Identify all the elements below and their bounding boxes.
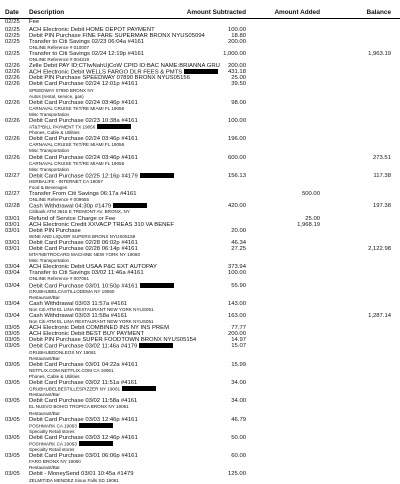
amount-subtracted: 60.00 (231, 453, 246, 460)
transaction-description: ACH Electronic Debit HOME DEPOT PAYMENT (29, 26, 155, 33)
transaction-description: Zelle Debit PAY ID:CTIwNahUjCoW CPID ID:BAC NAME:BRIANNA GRU (29, 63, 220, 70)
transaction-date: 03/05 (5, 380, 20, 387)
running-balance: 1,963.19 (368, 50, 391, 57)
transaction-date: 03/04 (5, 270, 20, 277)
redaction-bar (122, 386, 156, 391)
transaction-description: Debit Card Purchase 02/28 06:14p #4161 (29, 245, 138, 252)
transaction-date: 02/25 (5, 32, 20, 39)
transaction-description: ACH Electronic Debit COMBINED INS NY INS PREM (29, 325, 169, 332)
amount-subtracted: 143.00 (227, 300, 246, 307)
transaction-description: ONLINE Reference # 007061 (29, 276, 90, 282)
amount-subtracted: 34.00 (231, 380, 246, 387)
transaction-description: Cash Withdrawal 03/03 11:57a #4161 (29, 300, 128, 307)
amount-subtracted: 200.00 (227, 38, 246, 45)
transaction-description: Debit PIN Purchase SPEEDWAY 07890 BRONX NYUS05156 (29, 75, 190, 82)
transaction-description: NETFLIX.COM NETFLIX.COM CA 19061 (29, 367, 114, 373)
amount-subtracted: 50.00 (231, 434, 246, 441)
transaction-date: 02/26 (5, 99, 20, 106)
amount-subtracted: 25.00 (231, 75, 246, 82)
amount-subtracted: 420.00 (227, 203, 246, 210)
transaction-description: POSHMARK CA 19063 (29, 423, 115, 430)
transaction-description: Transfer From Citi Savings 06:17a #4161 (29, 191, 137, 198)
header-date: Date (5, 9, 19, 16)
transaction-description: Debit Card Purchase 02/23 10:38a #4161 (29, 118, 138, 124)
transaction-description: Fee (29, 19, 40, 25)
transaction-description: Debit Card Purchase 02/24 03:46p #4161 (29, 99, 138, 106)
transaction-description: Debit PIN Purchase SUPER FOODTOWN BRONX NYUS05154 (29, 337, 197, 344)
amount-subtracted: 20.00 (231, 227, 246, 234)
transaction-description: Debit Card Purchase 03/03 12:46p #4161 (29, 434, 138, 441)
transaction-description: ONLINE Reference # 009655 (29, 197, 90, 203)
transaction-description: Debit Card Purchase 03/02 11:51a #4161 (29, 380, 138, 387)
amount-subtracted: 34.00 (231, 398, 246, 405)
transaction-description: Transfer to Citi Savings 02/23 06:04a #4161 (29, 38, 145, 45)
transaction-date: 03/01 (5, 221, 20, 228)
transaction-description: Transfer to Citi Savings 03/02 11:46a #4161 (29, 270, 144, 277)
transaction-date: 02/25 (5, 38, 20, 45)
transaction-date: 03/04 (5, 282, 20, 289)
transaction-detail-row (0, 478, 400, 484)
transaction-date: 02/26 (5, 118, 20, 124)
transaction-description: Restaurant/Bar (29, 410, 60, 416)
transaction-date: 02/25 (5, 26, 20, 33)
transaction-description: CARNAVAL CRUISE TKT/RE MIAMI FL 19056 (29, 105, 125, 111)
transaction-date: 02/26 (5, 81, 20, 88)
redaction-bar (79, 441, 113, 446)
amount-subtracted: 1,000.00 (223, 50, 246, 57)
header-description: Description (29, 9, 65, 16)
amount-subtracted: 600.00 (227, 154, 246, 161)
transaction-date: 03/05 (5, 471, 20, 478)
header-balance: Balance (366, 9, 391, 16)
transaction-date: 02/26 (5, 136, 20, 143)
transaction-date: 03/04 (5, 264, 20, 271)
amount-subtracted: 39.50 (231, 81, 246, 88)
running-balance: 197.38 (372, 203, 391, 210)
redaction-bar (140, 283, 174, 288)
transaction-date: 02/25 (5, 19, 20, 25)
transaction-description: POSHMARK CA 19063 (29, 441, 115, 448)
transaction-description: Food & Beverages (29, 185, 68, 191)
transaction-description: Misc Transportation (29, 111, 70, 117)
transaction-description: Debit Card Purchase 03/03 12:46p #4161 (29, 416, 138, 423)
amount-subtracted: 200.00 (227, 63, 246, 70)
transaction-description: GRUBHUBDONLEOS NY 19061 (29, 349, 97, 355)
amount-subtracted: 98.00 (231, 99, 246, 106)
transaction-description: Debit Card Purchase 02/24 03:46p #4161 (29, 154, 138, 161)
running-balance: 273.51 (372, 154, 391, 161)
transaction-description: GRUBHUBELBESTILLESPIZZER NY 19061 (29, 386, 158, 393)
transaction-description: Debit Card Purchase 03/01 10:50p #4161 (29, 283, 176, 290)
transaction-description: ACH Electronic Debit WELLS FARGO DLR FEES & PMTS (29, 69, 220, 76)
transaction-description: AT&T*BILL PAYMENT TX 19056 (29, 124, 133, 131)
transaction-date: 03/05 (5, 434, 20, 441)
transaction-date: 03/05 (5, 453, 20, 460)
amount-subtracted: 15.99 (231, 361, 246, 368)
transaction-description: Debit Card Purchase 03/01 06:06p #4161 (29, 453, 138, 460)
amount-added: 1,968.19 (297, 221, 320, 228)
amount-subtracted: 18.80 (231, 32, 246, 39)
transaction-description: Cash Withdrawal 03/03 11:58a #4161 (29, 313, 128, 319)
running-balance: 1,287.14 (368, 313, 391, 319)
amount-subtracted: 14.97 (231, 337, 246, 344)
transaction-date: 03/01 (5, 245, 20, 252)
amount-subtracted: 163.00 (227, 313, 246, 319)
transaction-date: 03/05 (5, 325, 20, 332)
transaction-description: Debit Card Purchase 02/25 12:16p #4179 (29, 173, 176, 180)
header-amount-subtracted: Amount Subtracted (186, 9, 246, 16)
transaction-description: Citibank ATM 3615 E TREMONT AV, BRONX, NY (29, 209, 130, 215)
transaction-description: ACH Electronic Debit USAA P&C EXT AUTOPAY (29, 264, 157, 271)
transaction-date: 02/26 (5, 154, 20, 161)
transaction-description: Debit Card Purchase 02/24 03:46p #4161 (29, 136, 138, 143)
transaction-description: EL NUEVO BOHIO TROPICA BRONX NY 19061 (29, 404, 129, 410)
amount-subtracted: 55.90 (231, 282, 246, 289)
transaction-description: Restaurant/Bar (29, 294, 60, 300)
transaction-description: ACH Electronic Debit BEST BUY PAYMENT (29, 331, 145, 338)
redaction-bar (79, 423, 113, 428)
transaction-description: Phones, Cable & Utilities (29, 373, 80, 379)
transaction-date: 02/28 (5, 203, 20, 210)
transaction-date: 03/01 (5, 215, 20, 222)
transaction-description: Autos (rental, service, gas) (29, 93, 84, 99)
transaction-date: 03/05 (5, 337, 20, 344)
transaction-date: 03/01 (5, 227, 20, 234)
transaction-description: Debit Card Purchase 03/02 11:58a #4161 (29, 398, 138, 405)
statement-column-header (0, 8, 400, 19)
header-amount-added: Amount Added (274, 9, 320, 16)
redaction-bar (113, 203, 147, 208)
transaction-description: Cash Withdrawal 04:30p #1479 (29, 203, 149, 210)
transaction-description: FARO BRONX NY 19060 (29, 459, 81, 465)
transaction-date: 02/26 (5, 63, 20, 70)
amount-subtracted: 373.94 (227, 264, 246, 271)
amount-subtracted: 431.18 (227, 69, 246, 76)
transaction-description: Debit PIN Purchase FINE FARE SUPERMAR BRONX NYUS05094 (29, 32, 205, 39)
transaction-date: 02/27 (5, 191, 20, 198)
transaction-description: MTA*METROCARD MACHINE NEW YORK NY 19060 (29, 252, 141, 258)
transaction-date: 03/05 (5, 343, 20, 350)
transaction-description: CARNAVAL CRUISE TKT/RE MIAMI FL 19056 (29, 160, 125, 166)
transaction-date: 03/04 (5, 300, 20, 307)
amount-subtracted: 46.79 (231, 416, 246, 423)
transaction-description: Debit Card Purchase 02/28 06:02p #4161 (29, 239, 138, 246)
amount-subtracted: 200.00 (227, 331, 246, 338)
running-balance: 117.38 (373, 172, 391, 179)
amount-subtracted: 156.13 (227, 172, 246, 179)
transaction-description: Debit PIN Purchase (29, 227, 81, 234)
transaction-description: ZELMITIDA MENDEZ Sioux Falls SD 19061 (29, 477, 119, 483)
transaction-date: 03/01 (5, 239, 20, 246)
transaction-description: Non Citi ATM EL LINA RESTAURANT NEW YORK NYUS051 (29, 319, 154, 325)
amount-subtracted: 100.00 (227, 270, 246, 277)
amount-subtracted: 196.00 (227, 136, 246, 143)
transaction-date: 02/27 (5, 172, 20, 179)
running-balance: 2,122.98 (368, 245, 391, 252)
transaction-description: ONLINE Reference # 004319 (29, 57, 90, 63)
amount-added: 25.00 (305, 215, 320, 222)
transaction-description: Restaurant/Bar (29, 355, 60, 361)
transaction-date: 03/05 (5, 416, 20, 423)
transaction-date: 02/26 (5, 69, 20, 76)
transaction-description: Misc Transportation (29, 148, 70, 154)
transaction-description: SPEEDWAY 07890 BRONX NY (29, 87, 94, 93)
amount-subtracted: 100.00 (227, 118, 246, 124)
amount-subtracted: 77.77 (231, 325, 246, 332)
transaction-list (0, 19, 400, 484)
amount-subtracted: 46.34 (231, 239, 246, 246)
transaction-date: 03/05 (5, 398, 20, 405)
transaction-description: CARNAVAL CRUISE TKT/RE MIAMI FL 19056 (29, 142, 125, 148)
transaction-description: Specialty Retail stores (29, 428, 75, 434)
transaction-date: 03/04 (5, 313, 20, 319)
transaction-date: 03/05 (5, 331, 20, 338)
redaction-bar (140, 173, 174, 178)
amount-subtracted: 125.00 (227, 471, 246, 478)
redaction-bar (184, 69, 218, 74)
transaction-description: Debit Card Purchase 02/24 12:01p #4161 (29, 81, 138, 88)
transaction-description: ONLINE Reference # 010007 (29, 44, 90, 50)
transaction-description: Specialty Retail stores (29, 447, 75, 453)
amount-subtracted: 27.25 (231, 245, 246, 252)
amount-subtracted: 15.07 (231, 343, 246, 350)
redaction-bar (139, 343, 173, 348)
transaction-description: HERBALIFE - INTERNET CA 19057 (29, 178, 103, 184)
transaction-description: Misc Transportation (29, 258, 70, 264)
transaction-row (0, 19, 400, 25)
transaction-date: 03/05 (5, 361, 20, 368)
transaction-description: Transfer to Citi Savings 02/24 12:19p #4161 (29, 50, 145, 57)
transaction-description: Non Citi ATM EL LINA RESTAURANT NEW YORK NYUS051 (29, 306, 154, 312)
transaction-description: Phones, Cable & Utilities (29, 130, 80, 136)
transaction-description: Restaurant/Bar (29, 465, 60, 471)
transaction-description: Debit - MoneySend 03/01 10:45a #1479 (29, 471, 134, 478)
transaction-date: 02/26 (5, 75, 20, 82)
redaction-bar (97, 124, 131, 129)
transaction-description: WINE AND LIQUOR SUPERS BRONX NYUS05159 (29, 233, 136, 239)
transaction-description: Debit Card Purchase 03/02 11:46a #4179 (29, 343, 175, 350)
transaction-description: Restaurant/Bar (29, 392, 60, 398)
transaction-description: GRUBHUBELCASTILLODEMA NY 19060 (29, 288, 115, 294)
transaction-date: 02/25 (5, 50, 20, 57)
transaction-description: Misc Transportation (29, 166, 70, 172)
transaction-description: Refund of Service Charge or Fee (29, 215, 116, 222)
transaction-description: Debit Card Purchase 03/01 04:22a #4161 (29, 361, 138, 368)
amount-subtracted: 100.00 (227, 26, 246, 33)
amount-added: 500.00 (301, 191, 320, 198)
transaction-description: ACH Electronic Credit XXVACP TREAS 310 VA BENEF (29, 221, 174, 228)
